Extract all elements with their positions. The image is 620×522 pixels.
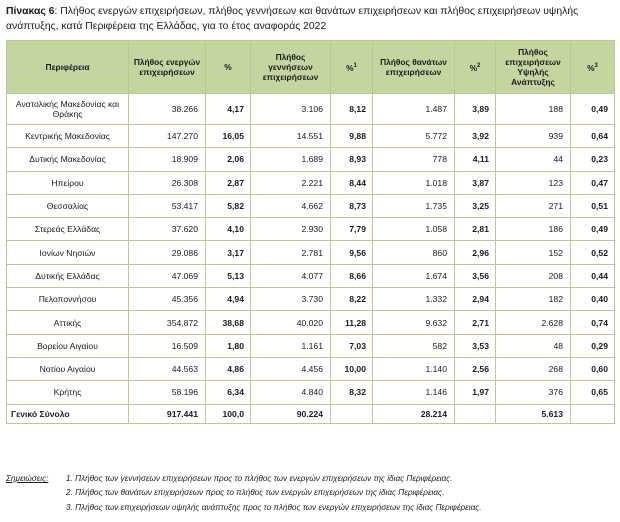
cell-high: 268 bbox=[496, 357, 571, 380]
cell-pct1: 8,32 bbox=[331, 381, 373, 404]
table-row bbox=[7, 194, 615, 217]
header-pct2-text: % bbox=[469, 62, 478, 73]
table-body bbox=[7, 94, 615, 424]
cell-pct: 4,94 bbox=[206, 288, 251, 311]
cell-deaths: 5.772 bbox=[373, 125, 455, 148]
cell-pct3: 0,40 bbox=[571, 288, 615, 311]
cell-active: 53.417 bbox=[129, 194, 206, 217]
cell-high: 44 bbox=[496, 148, 571, 171]
cell-pct1: 8,93 bbox=[331, 148, 373, 171]
cell-pct: 38,68 bbox=[206, 311, 251, 334]
cell-active: 354.872 bbox=[129, 311, 206, 334]
cell-pct3: 0,49 bbox=[571, 94, 615, 125]
caption-text: : Πλήθος ενεργών επιχειρήσεων, πλήθος γεννήσεων και θανάτων επιχειρήσεων και πλήθος επιχειρήσεων υψηλής ανάπτυξης, κατά Περιφέρεια της Ελλάδας, για το έτος αναφοράς 2022 bbox=[6, 6, 579, 32]
cell-active: 45.356 bbox=[129, 288, 206, 311]
cell-pct1: 9,88 bbox=[331, 125, 373, 148]
cell-pct2: 1,97 bbox=[455, 381, 496, 404]
cell-pct: 3,17 bbox=[206, 241, 251, 264]
cell-pct: 2,87 bbox=[206, 171, 251, 194]
header-pct2 bbox=[455, 41, 496, 94]
cell-high: 123 bbox=[496, 171, 571, 194]
cell-region: Κεντρικής Μακεδονίας bbox=[7, 125, 129, 148]
cell-births: 4.840 bbox=[251, 381, 331, 404]
cell-pct3: 0,52 bbox=[571, 241, 615, 264]
cell-high: 188 bbox=[496, 94, 571, 125]
cell-active: 58.196 bbox=[129, 381, 206, 404]
cell-pct1: 8,73 bbox=[331, 194, 373, 217]
cell-high: 186 bbox=[496, 218, 571, 241]
cell-region: Πελοποννήσου bbox=[7, 288, 129, 311]
cell-pct2: 2,56 bbox=[455, 357, 496, 380]
cell-pct2: 2,71 bbox=[455, 311, 496, 334]
header-pct3-text: % bbox=[587, 62, 595, 73]
header-pct3 bbox=[571, 41, 615, 94]
cell-region: Βορείου Αιγαίου bbox=[7, 334, 129, 357]
cell-pct2: 2,81 bbox=[455, 218, 496, 241]
cell-pct: 4,10 bbox=[206, 218, 251, 241]
cell-deaths: 582 bbox=[373, 334, 455, 357]
cell-births: 3.730 bbox=[251, 288, 331, 311]
table-row bbox=[7, 264, 615, 287]
cell-pct: 6,34 bbox=[206, 381, 251, 404]
cell-pct1 bbox=[331, 404, 373, 423]
table-row bbox=[7, 311, 615, 334]
cell-region: Δυτικής Ελλάδας bbox=[7, 264, 129, 287]
cell-pct1: 10,00 bbox=[331, 357, 373, 380]
cell-births: 1.689 bbox=[251, 148, 331, 171]
cell-pct2: 3,25 bbox=[455, 194, 496, 217]
table-row bbox=[7, 171, 615, 194]
cell-pct: 4,17 bbox=[206, 94, 251, 125]
cell-pct3: 0,60 bbox=[571, 357, 615, 380]
cell-pct: 5,82 bbox=[206, 194, 251, 217]
header-pct3-sup: 3 bbox=[594, 63, 598, 70]
cell-births: 2.221 bbox=[251, 171, 331, 194]
cell-pct3: 0,51 bbox=[571, 194, 615, 217]
cell-births: 4.662 bbox=[251, 194, 331, 217]
cell-pct3: 0,29 bbox=[571, 334, 615, 357]
cell-pct3 bbox=[571, 404, 615, 423]
cell-region: Ανατολικής Μακεδονίας και Θράκης bbox=[7, 94, 129, 125]
cell-deaths: 1.018 bbox=[373, 171, 455, 194]
table-row bbox=[7, 125, 615, 148]
cell-pct2: 2,94 bbox=[455, 288, 496, 311]
cell-high: 939 bbox=[496, 125, 571, 148]
cell-deaths: 1.332 bbox=[373, 288, 455, 311]
note-item: 3. Πλήθος των επιχειρήσεων υψηλής ανάπτυξης προς το πλήθος των ενεργών επιχειρήσεων της ίδιας Περιφέρειας. bbox=[66, 502, 482, 512]
header-region: Περιφέρεια bbox=[7, 41, 129, 94]
cell-region: Αττικής bbox=[7, 311, 129, 334]
table-caption bbox=[6, 4, 614, 34]
cell-pct2: 2,96 bbox=[455, 241, 496, 264]
cell-pct: 2,06 bbox=[206, 148, 251, 171]
header-pct2-sup: 2 bbox=[477, 63, 481, 70]
cell-active: 29.086 bbox=[129, 241, 206, 264]
cell-region: Νοτίου Αιγαίου bbox=[7, 357, 129, 380]
note-item: 2. Πλήθος των θανάτων επιχειρήσεων προς το πλήθος των ενεργών επιχειρήσεων της ίδιας Περιφέρειας. bbox=[66, 488, 445, 498]
cell-pct2: 4,11 bbox=[455, 148, 496, 171]
cell-region: Στερεάς Ελλάδας bbox=[7, 218, 129, 241]
cell-deaths: 860 bbox=[373, 241, 455, 264]
cell-active: 147.270 bbox=[129, 125, 206, 148]
cell-births: 2.930 bbox=[251, 218, 331, 241]
cell-high: 152 bbox=[496, 241, 571, 264]
cell-births: 14.551 bbox=[251, 125, 331, 148]
cell-region: Κρήτης bbox=[7, 381, 129, 404]
cell-pct1: 8,44 bbox=[331, 171, 373, 194]
cell-pct1: 11,28 bbox=[331, 311, 373, 334]
header-deaths: Πλήθος θανάτων επιχειρήσεων bbox=[373, 41, 455, 94]
cell-births: 2.781 bbox=[251, 241, 331, 264]
cell-active: 26.308 bbox=[129, 171, 206, 194]
cell-region: Δυτικής Μακεδονίας bbox=[7, 148, 129, 171]
table-header-row bbox=[7, 41, 615, 94]
cell-births: 1.161 bbox=[251, 334, 331, 357]
cell-pct: 4,86 bbox=[206, 357, 251, 380]
cell-active: 47.069 bbox=[129, 264, 206, 287]
cell-high: 48 bbox=[496, 334, 571, 357]
cell-region: Ηπείρου bbox=[7, 171, 129, 194]
cell-pct3: 0,64 bbox=[571, 125, 615, 148]
cell-pct1: 9,56 bbox=[331, 241, 373, 264]
table-row bbox=[7, 148, 615, 171]
table-row bbox=[7, 381, 615, 404]
total-row bbox=[7, 404, 615, 423]
cell-deaths: 28.214 bbox=[373, 404, 455, 423]
cell-pct: 16,05 bbox=[206, 125, 251, 148]
cell-pct2: 3,87 bbox=[455, 171, 496, 194]
cell-pct2: 3,53 bbox=[455, 334, 496, 357]
cell-pct1: 7,03 bbox=[331, 334, 373, 357]
table-row bbox=[7, 334, 615, 357]
cell-active: 37.620 bbox=[129, 218, 206, 241]
cell-deaths: 1.146 bbox=[373, 381, 455, 404]
cell-pct3: 0,49 bbox=[571, 218, 615, 241]
cell-deaths: 9.632 bbox=[373, 311, 455, 334]
cell-high: 271 bbox=[496, 194, 571, 217]
cell-pct3: 0,44 bbox=[571, 264, 615, 287]
notes-list bbox=[66, 472, 482, 515]
cell-pct1: 8,12 bbox=[331, 94, 373, 125]
cell-deaths: 1.735 bbox=[373, 194, 455, 217]
cell-pct2: 3,92 bbox=[455, 125, 496, 148]
table-row bbox=[7, 357, 615, 380]
caption-label: Πίνακας 6 bbox=[6, 6, 55, 17]
table-row bbox=[7, 288, 615, 311]
table-row bbox=[7, 94, 615, 125]
cell-deaths: 1.058 bbox=[373, 218, 455, 241]
cell-high: 208 bbox=[496, 264, 571, 287]
cell-region: Γενικό Σύνολο bbox=[7, 404, 129, 423]
cell-high: 376 bbox=[496, 381, 571, 404]
cell-pct3: 0,23 bbox=[571, 148, 615, 171]
cell-high: 182 bbox=[496, 288, 571, 311]
cell-pct: 100,0 bbox=[206, 404, 251, 423]
header-births: Πλήθος γεννήσεων επιχειρήσεων bbox=[251, 41, 331, 94]
cell-active: 38.266 bbox=[129, 94, 206, 125]
cell-pct2: 3,56 bbox=[455, 264, 496, 287]
cell-active: 917.441 bbox=[129, 404, 206, 423]
note-item: 1. Πλήθος των γεννήσεων επιχειρήσεων προς το πλήθος των ενεργών επιχειρήσεων της ίδιας Περιφέρειας. bbox=[66, 474, 453, 483]
cell-pct3: 0,47 bbox=[571, 171, 615, 194]
cell-region: Θεσσαλίας bbox=[7, 194, 129, 217]
cell-pct1: 7,79 bbox=[331, 218, 373, 241]
cell-pct3: 0,65 bbox=[571, 381, 615, 404]
cell-births: 4.077 bbox=[251, 264, 331, 287]
table-row bbox=[7, 218, 615, 241]
header-high-growth: Πλήθος επιχειρήσεων Υψηλής Ανάπτυξης bbox=[496, 41, 571, 94]
header-pct1-text: % bbox=[346, 62, 354, 73]
cell-deaths: 778 bbox=[373, 148, 455, 171]
cell-deaths: 1.487 bbox=[373, 94, 455, 125]
header-pct1-sup: 1 bbox=[353, 63, 357, 70]
cell-pct1: 8,22 bbox=[331, 288, 373, 311]
cell-active: 18.909 bbox=[129, 148, 206, 171]
cell-births: 40.020 bbox=[251, 311, 331, 334]
cell-region: Ιονίων Νησιών bbox=[7, 241, 129, 264]
cell-deaths: 1.140 bbox=[373, 357, 455, 380]
cell-active: 16.509 bbox=[129, 334, 206, 357]
table-row bbox=[7, 241, 615, 264]
cell-pct3: 0,74 bbox=[571, 311, 615, 334]
header-pct: % bbox=[206, 41, 251, 94]
cell-pct1: 8,66 bbox=[331, 264, 373, 287]
cell-pct2 bbox=[455, 404, 496, 423]
notes-label: Σημειώσεις: bbox=[6, 474, 49, 483]
cell-active: 44.563 bbox=[129, 357, 206, 380]
header-pct1 bbox=[331, 41, 373, 94]
cell-high: 2.628 bbox=[496, 311, 571, 334]
cell-pct2: 3,89 bbox=[455, 94, 496, 125]
cell-deaths: 1.674 bbox=[373, 264, 455, 287]
cell-births: 4.456 bbox=[251, 357, 331, 380]
cell-pct: 5,13 bbox=[206, 264, 251, 287]
cell-pct: 1,80 bbox=[206, 334, 251, 357]
cell-births: 90.224 bbox=[251, 404, 331, 423]
cell-high: 5.613 bbox=[496, 404, 571, 423]
regions-table bbox=[6, 40, 615, 424]
header-active: Πλήθος ενεργών επιχειρήσεων bbox=[129, 41, 206, 94]
cell-births: 3.106 bbox=[251, 94, 331, 125]
